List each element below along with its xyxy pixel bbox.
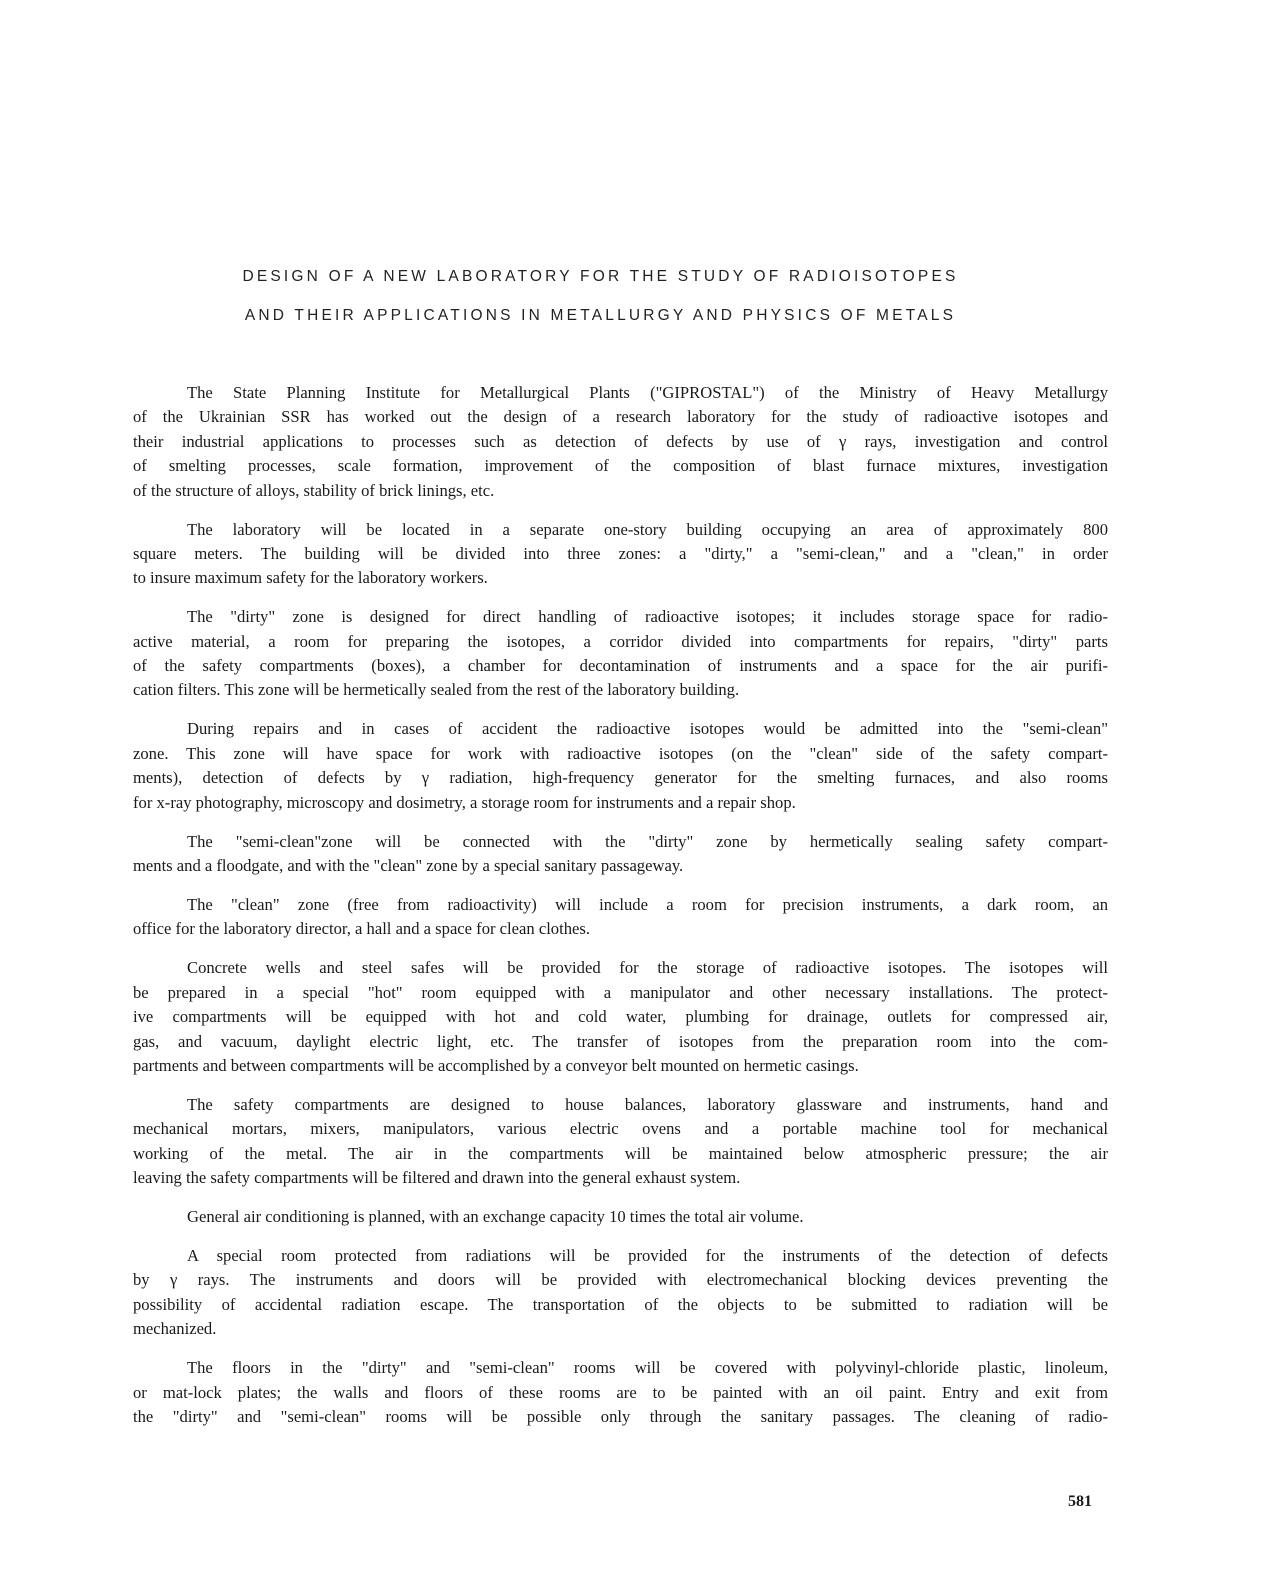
title-line-1: DESIGN OF A NEW LABORATORY FOR THE STUDY OF RADIOISOTOPES <box>242 268 959 285</box>
paragraph <box>133 830 1108 879</box>
text-line: or mat-lock plates; the walls and floors of these rooms are to be painted with an oil paint. Entry and exit from <box>133 1382 1108 1402</box>
text-line: cation filters. This zone will be hermetically sealed from the rest of the laboratory building. <box>133 680 740 700</box>
paragraph <box>133 717 1108 815</box>
paragraph <box>133 605 1108 703</box>
text-line: office for the laboratory director, a hall and a space for clean clothes. <box>133 919 590 939</box>
paragraph <box>133 1356 1108 1429</box>
body-text <box>133 381 1108 1444</box>
text-line: The safety compartments are designed to house balances, laboratory glassware and instruments, hand and <box>187 1094 1108 1114</box>
text-line: The "clean" zone (free from radioactivity) will include a room for precision instruments, a dark room, an <box>187 895 1108 914</box>
text-line: their industrial applications to processes such as detection of defects by use of γ rays, investigation and control <box>133 431 1108 451</box>
text-line: A special room protected from radiations will be provided for the instruments of the detection of defects <box>187 1246 1108 1266</box>
text-line: of the structure of alloys, stability of brick linings, etc. <box>133 480 495 500</box>
text-line: to insure maximum safety for the laboratory workers. <box>133 568 488 588</box>
text-line: Concrete wells and steel safes will be provided for the storage of radioactive isotopes. The isotopes will <box>187 958 1108 978</box>
text-line: ments), detection of defects by γ radiation, high-frequency generator for the smelting furnaces, and also rooms <box>133 768 1108 788</box>
text-line: During repairs and in cases of accident the radioactive isotopes would be admitted into the "semi-clean" <box>187 719 1108 739</box>
text-line: active material, a room for preparing the isotopes, a corridor divided into compartments for repairs, "dirty" parts <box>133 631 1108 651</box>
text-line: General air conditioning is planned, with an exchange capacity 10 times the total air volume. <box>187 1207 804 1227</box>
text-line: be prepared in a special "hot" room equipped with a manipulator and other necessary installations. The protect- <box>133 982 1108 1002</box>
paragraph <box>133 893 1108 942</box>
text-line: The laboratory will be located in a separate one-story building occupying an area of approximately 800 <box>187 519 1108 539</box>
text-line: the "dirty" and "semi-clean" rooms will be possible only through the sanitary passages. The cleaning of radio- <box>133 1407 1108 1426</box>
text-line: ments and a floodgate, and with the "clean" zone by a special sanitary passageway. <box>133 856 684 876</box>
text-line: possibility of accidental radiation escape. The transportation of the objects to be submitted to radiation will be <box>133 1294 1108 1314</box>
text-line: by γ rays. The instruments and doors will be provided with electromechanical blocking devices preventing the <box>133 1270 1108 1290</box>
text-line: zone. This zone will have space for work with radioactive isotopes (on the "clean" side of the safety compart- <box>133 743 1108 763</box>
text-line: mechanized. <box>133 1319 217 1339</box>
page-number: 581 <box>1068 1493 1092 1510</box>
text-line: ive compartments will be equipped with hot and cold water, plumbing for drainage, outlets for compressed air, <box>133 1007 1108 1027</box>
paragraph <box>133 1244 1108 1342</box>
text-line: The "semi-clean"zone will be connected with the "dirty" zone by hermetically sealing safety compart- <box>187 831 1108 851</box>
text-line: mechanical mortars, mixers, manipulators, various electric ovens and a portable machine tool for mechanical <box>133 1119 1108 1139</box>
text-line: of the safety compartments (boxes), a chamber for decontamination of instruments and a space for the air purifi- <box>133 656 1108 676</box>
text-line: of smelting processes, scale formation, improvement of the composition of blast furnace mixtures, investigation <box>133 456 1108 476</box>
paragraph <box>133 956 1108 1078</box>
text-line: The floors in the "dirty" and "semi-clean" rooms will be covered with polyvinyl-chloride plastic, linoleum, <box>187 1358 1108 1378</box>
text-line: for x-ray photography, microscopy and dosimetry, a storage room for instruments and a repair shop. <box>133 792 796 812</box>
text-line: of the Ukrainian SSR has worked out the design of a research laboratory for the study of radioactive isotopes and <box>133 407 1108 427</box>
paragraph <box>133 381 1108 503</box>
text-line: The "dirty" zone is designed for direct handling of radioactive isotopes; it includes storage space for radio- <box>187 607 1108 627</box>
text-line: square meters. The building will be divided into three zones: a "dirty," a "semi-clean," and a "clean," in order <box>133 543 1108 563</box>
text-line: gas, and vacuum, daylight electric light, etc. The transfer of isotopes from the preparation room into the com- <box>133 1031 1108 1051</box>
paragraph <box>133 1093 1108 1191</box>
paragraph <box>133 518 1108 591</box>
text-line: leaving the safety compartments will be filtered and drawn into the general exhaust system. <box>133 1168 741 1188</box>
paragraph <box>133 1205 1108 1229</box>
title-line-2: AND THEIR APPLICATIONS IN METALLURGY AND PHYSICS OF METALS <box>244 307 957 324</box>
text-line: partments and between compartments will be accomplished by a conveyor belt mounted on hermetic casings. <box>133 1055 859 1075</box>
text-line: The State Planning Institute for Metallurgical Plants ("GIPROSTAL") of the Ministry of Heavy Metallurgy <box>187 383 1108 402</box>
text-line: working of the metal. The air in the compartments will be maintained below atmospheric pressure; the air <box>133 1143 1108 1163</box>
